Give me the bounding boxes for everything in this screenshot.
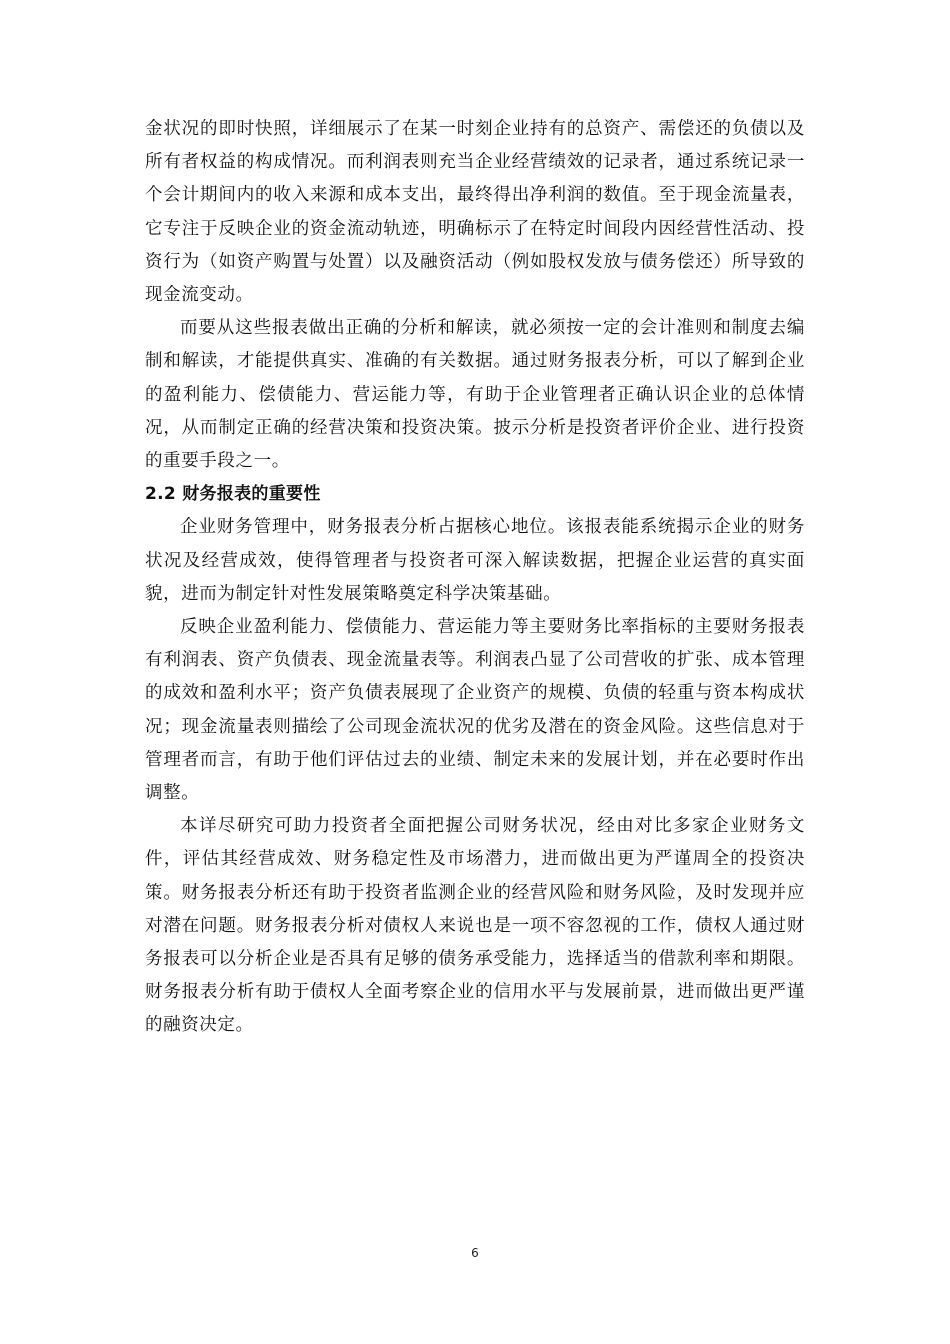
body-paragraph-continued: 金状况的即时快照，详细展示了在某一时刻企业持有的总资产、需偿还的负债以及所有者权益的构成情况。而利润表则充当企业经营绩效的记录者，通过系统记录一个会计期间内的收入来源和成本支出，最终得出净利润的数值。至于现金流量表，它专注于反映企业的资金流动轨迹，明确标示了在特定时间段内因经营性活动、投资行为（如资产购置与处置）以及融资活动（例如股权发放与债务偿还）所导致的现金流变动。	[145, 119, 805, 306]
body-paragraph: 企业财务管理中，财务报表分析占据核心地位。该报表能系统揭示企业的财务状况及经营成效，使得管理者与投资者可深入解读数据，把握企业运营的真实面貌，进而为制定针对性发展策略奠定科学决策基础。	[145, 517, 805, 604]
page-number: 6	[471, 1246, 479, 1260]
body-paragraph: 反映企业盈利能力、偿债能力、营运能力等主要财务比率指标的主要财务报表有利润表、资产负债表、现金流量表等。利润表凸显了公司营收的扩张、成本管理的成效和盈利水平；资产负债表展现了企业资产的规模、负债的轻重与资本构成状况；现金流量表则描绘了公司现金流状况的优劣及潜在的资金风险。这些信息对于管理者而言，有助于他们评估过去的业绩、制定未来的发展计划，并在必要时作出调整。	[145, 617, 805, 804]
body-paragraph: 本详尽研究可助力投资者全面把握公司财务状况，经由对比多家企业财务文件，评估其经营成效、财务稳定性及市场潜力，进而做出更为严谨周全的投资决策。财务报表分析还有助于投资者监测企业的经营风险和财务风险，及时发现并应对潜在问题。财务报表分析对债权人来说也是一项不容忽视的工作，债权人通过财务报表可以分析企业是否具有足够的债务承受能力，选择适当的借款利率和期限。财务报表分析有助于债权人全面考察企业的信用水平与发展前景，进而做出更严谨的融资决定。	[145, 816, 805, 1036]
page-body	[145, 113, 805, 1043]
body-paragraph: 而要从这些报表做出正确的分析和解读，就必须按一定的会计准则和制度去编制和解读，才能提供真实、准确的有关数据。通过财务报表分析，可以了解到企业的盈利能力、偿债能力、营运能力等，有助于企业管理者正确认识企业的总体情况，从而制定正确的经营决策和投资决策。披示分析是投资者评价企业、进行投资的重要手段之一。	[145, 318, 805, 472]
section-heading: 2.2 财务报表的重要性	[145, 484, 321, 505]
